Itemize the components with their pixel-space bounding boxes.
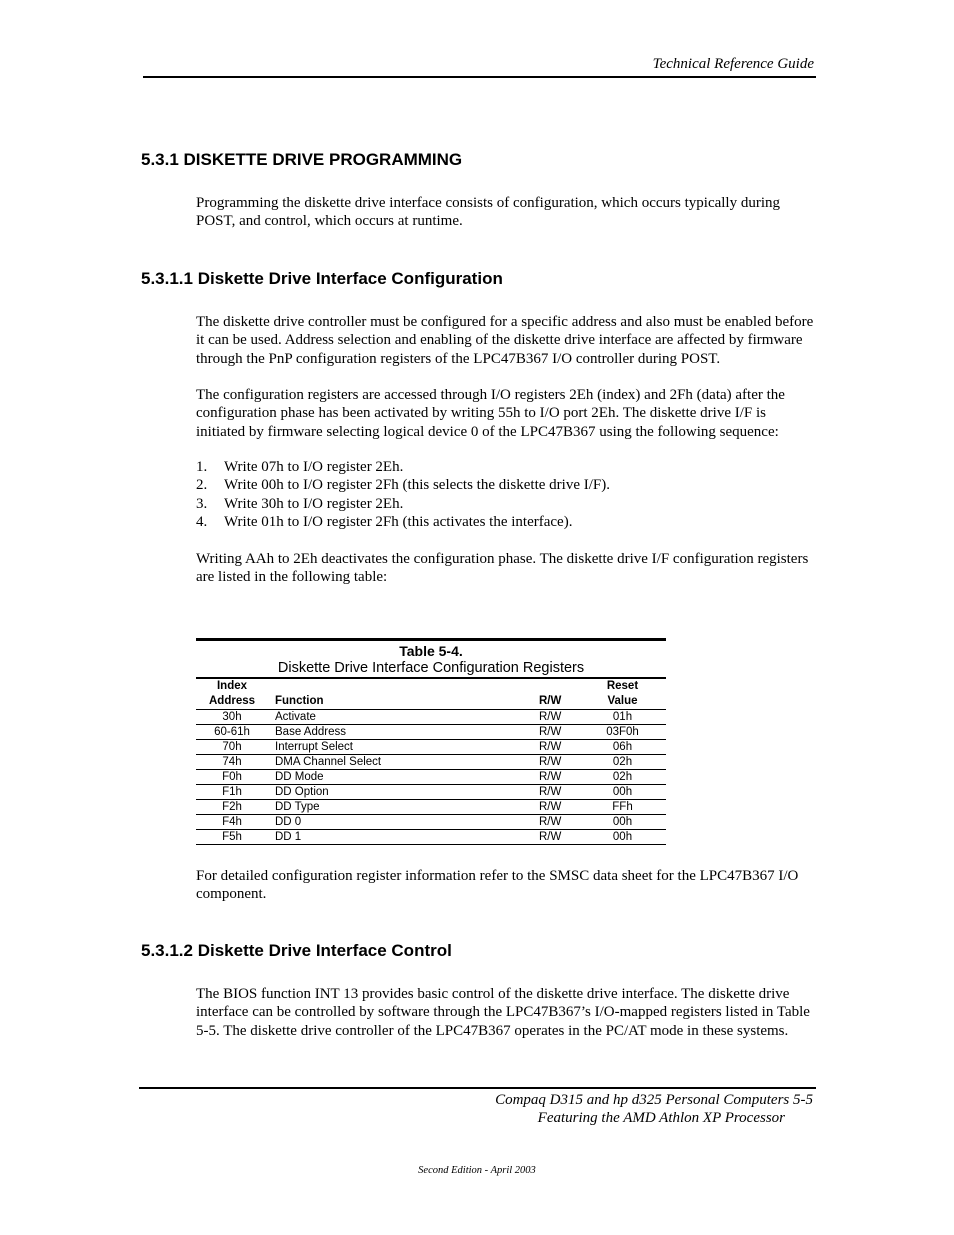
table-row: 70h Interrupt Select R/W 06h (196, 739, 666, 754)
header-reset-value: Reset Value (606, 679, 639, 707)
footer-product-subtitle: Featuring the AMD Athlon XP Processor (537, 1110, 785, 1126)
paragraph-config-intro: The diskette drive controller must be configured for a specific address and also must be enabled before it can be used. Address selection and enabling of the diskette drive interface are affected by firmware through the PnP configuration registers of the LPC47B367 I/O controller during POST. (196, 314, 814, 367)
list-item: 3. Write 30h to I/O register 2Eh. (196, 495, 404, 512)
paragraph-config-registers: The configuration registers are accessed through I/O registers 2Eh (index) and 2Fh (data) after the configuration phase has been activated by writing 55h to I/O port 2Eh. The diskette drive I/F is initiated by firmware selecting logical device 0 of the LPC47B367 using the following sequence: (196, 387, 785, 440)
table-row: 74h DMA Channel Select R/W 02h (196, 754, 666, 769)
section-heading-5-3-1-1: 5.3.1.1 Diskette Drive Interface Configuration (141, 269, 503, 288)
footer-edition: Second Edition - April 2003 (418, 1165, 536, 1176)
header-rule (143, 76, 816, 78)
paragraph-interface-control: The BIOS function INT 13 provides basic control of the diskette drive interface. The diskette drive interface can be controlled by software through the LPC47B367’s I/O-mapped registers listed in Table 5-5. The diskette drive controller of the LPC47B367 operates in the PC/AT mode in these systems. (196, 986, 810, 1039)
table-row: F5h DD 1 R/W 00h (196, 829, 666, 844)
table-row: F4h DD 0 R/W 00h (196, 814, 666, 829)
list-item: 1. Write 07h to I/O register 2Eh. (196, 459, 404, 475)
table-row: F2h DD Type R/W FFh (196, 799, 666, 814)
header-index-address: Index Address (208, 679, 256, 707)
section-heading-5-3-1-2: 5.3.1.2 Diskette Drive Interface Control (141, 941, 452, 960)
table-row: F1h DD Option R/W 00h (196, 784, 666, 799)
table-top-rule (196, 638, 666, 641)
paragraph-programming: Programming the diskette drive interface consists of configuration, which occurs typically during POST, and control, which occurs at runtime. (196, 195, 781, 230)
register-table-block (196, 638, 666, 845)
list-item: 2. Write 00h to I/O register 2Fh (this selects the diskette drive I/F). (196, 477, 610, 494)
table-title: Table 5-4. (399, 643, 463, 659)
paragraph-smsc-reference: For detailed configuration register information refer to the SMSC data sheet for the LPC47B367 I/O component. (196, 868, 799, 903)
paragraph-deactivate: Writing AAh to 2Eh deactivates the configuration phase. The diskette drive I/F configuration registers are listed in the following table: (196, 551, 809, 586)
running-header: Technical Reference Guide (652, 56, 814, 72)
config-registers-table (196, 679, 666, 845)
table-header-row (196, 679, 666, 710)
table-subtitle: Diskette Drive Interface Configuration Registers (277, 660, 585, 676)
footer-product-title: Compaq D315 and hp d325 Personal Computers 5-5 (495, 1092, 813, 1108)
header-function: Function (275, 694, 324, 707)
table-row: 60-61h Base Address R/W 03F0h (196, 724, 666, 739)
section-heading-5-3-1: 5.3.1 DISKETTE DRIVE PROGRAMMING (141, 150, 463, 169)
table-row: F0h DD Mode R/W 02h (196, 769, 666, 784)
table-row: 30h Activate R/W 01h (196, 709, 666, 724)
footer-rule (139, 1087, 816, 1089)
config-sequence-list (196, 458, 610, 531)
header-rw: R/W (539, 694, 562, 707)
list-item: 4. Write 01h to I/O register 2Fh (this activates the interface). (196, 513, 573, 530)
